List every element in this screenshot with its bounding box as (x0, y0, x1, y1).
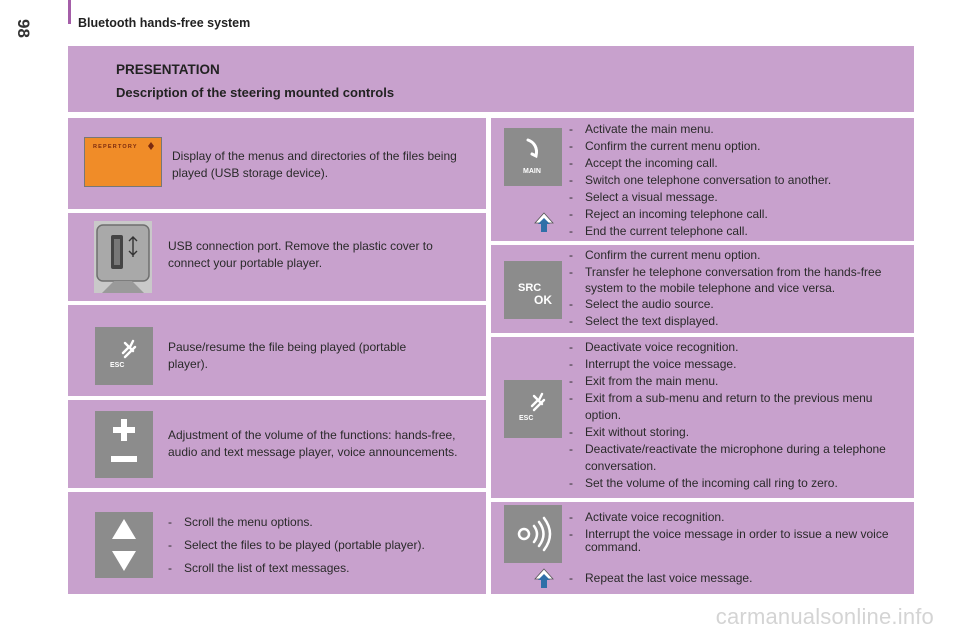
long-press-arrow-icon (533, 568, 555, 590)
watermark: carmanualsonline.info (715, 604, 934, 629)
src-ok-button-icon (504, 261, 562, 319)
voice-recognition-button-icon (504, 505, 562, 563)
panel-pause (68, 305, 486, 396)
list-item: - End the current telephone call. (569, 223, 909, 240)
panel-esc (491, 337, 914, 498)
volume-buttons-icon (95, 411, 153, 478)
scroll-arrows-icon (95, 512, 153, 578)
repertory-description: Display of the menus and directories of the files being played (USB storage device). (172, 149, 457, 180)
usb-port-icon (94, 221, 152, 293)
list-item: - Interrupt the voice message. (569, 356, 899, 373)
src-icon-label: SRC (518, 282, 542, 294)
list-item: - Transfer he telephone conversation from the hands-free system to the mobile telephone and vice versa. (569, 264, 907, 296)
list-item: - Set the volume of the incoming call ring to zero. (569, 475, 899, 492)
esc-button-icon (504, 380, 562, 438)
list-item: - Select the files to be played (portable player). (168, 537, 474, 554)
pause-icon-label: ESC (110, 362, 125, 369)
panel-scroll (68, 492, 486, 594)
phone-handset-icon (528, 140, 537, 156)
volume-description: Adjustment of the volume of the functions: hands-free, audio and text message player, voice announcements. (168, 428, 458, 459)
list-item: - Exit from a sub-menu and return to the previous menu option. (569, 390, 899, 424)
src-functions-list (569, 247, 907, 330)
presentation-title: PRESENTATION (116, 62, 220, 77)
list-item: - Deactivate voice recognition. (569, 339, 899, 356)
list-item: - Repeat the last voice message. (569, 570, 909, 587)
arrow-down-icon (112, 551, 136, 571)
list-item: - Deactivate/reactivate the microphone during a telephone conversation. (569, 441, 899, 475)
list-item: - Exit without storing. (569, 424, 899, 441)
list-item: - Scroll the menu options. (168, 514, 474, 531)
list-item: - Select a visual message. (569, 189, 909, 206)
panel-repertory (68, 118, 486, 209)
header-banner (68, 46, 914, 112)
accent-bar (68, 0, 71, 24)
page-number: 98 (14, 19, 33, 38)
list-item: - Accept the incoming call. (569, 155, 909, 172)
usb-description: USB connection port. Remove the plastic cover to connect your portable player. (168, 239, 433, 270)
esc-functions-list (569, 339, 899, 492)
scroll-functions-list (168, 514, 474, 577)
panel-main (491, 118, 914, 241)
list-item: - Reject an incoming telephone call. (569, 206, 909, 223)
list-item: - Activate voice recognition. (569, 509, 909, 526)
arrow-up-icon (112, 519, 136, 539)
list-item: - Select the audio source. (569, 296, 907, 313)
list-item: - Scroll the list of text messages. (168, 560, 474, 577)
list-item: - Interrupt the voice message in order to issue a new voice command. (569, 528, 909, 554)
list-item: - Confirm the current menu option. (569, 247, 907, 264)
main-icon-label: MAIN (523, 168, 541, 175)
list-item: - Activate the main menu. (569, 121, 909, 138)
esc-icon-label: ESC (519, 415, 534, 422)
pause-description: Pause/resume the file being played (portable player). (168, 340, 407, 371)
repertory-icon-label: REPERTORY (93, 144, 138, 150)
plus-icon (113, 419, 135, 441)
voice-hold-list (569, 570, 909, 587)
ok-icon-label: OK (534, 293, 552, 307)
panel-voice (491, 502, 914, 594)
list-item: - Exit from the main menu. (569, 373, 899, 390)
list-item: - Select the text displayed. (569, 313, 907, 330)
main-button-icon (504, 128, 562, 186)
main-functions-list (569, 121, 909, 240)
list-item: - Switch one telephone conversation to another. (569, 172, 909, 189)
panel-src-ok (491, 245, 914, 333)
long-press-arrow-icon (533, 212, 555, 234)
section-title: Bluetooth hands-free system (78, 16, 251, 30)
panel-volume (68, 400, 486, 488)
repertory-button-icon (84, 137, 162, 187)
panel-usb (68, 213, 486, 301)
list-item: - Confirm the current menu option. (569, 138, 909, 155)
voice-functions-list (569, 509, 909, 554)
presentation-subtitle: Description of the steering mounted controls (116, 85, 395, 100)
esc-pause-button-icon (95, 327, 153, 385)
